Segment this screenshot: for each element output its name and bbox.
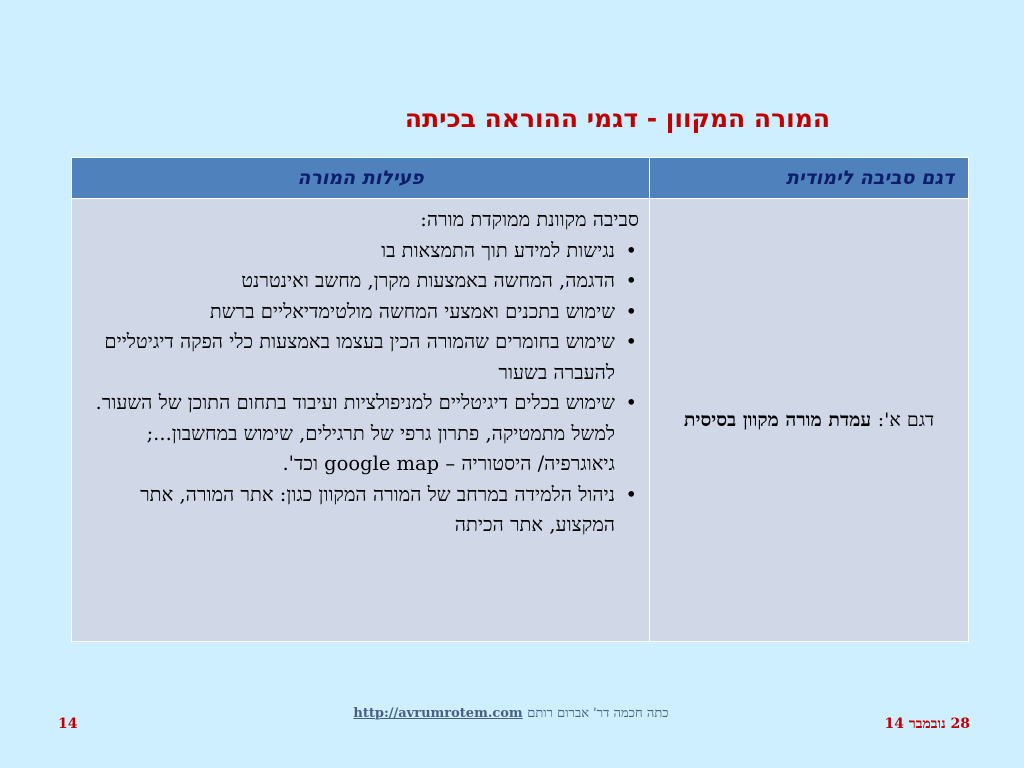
slide-title: המורה המקוון - דגמי ההוראה בכיתה bbox=[404, 104, 830, 133]
list-item bbox=[90, 266, 639, 297]
bullet-icon: • bbox=[625, 238, 637, 262]
activity-cell bbox=[72, 199, 650, 642]
bullet-icon: • bbox=[625, 269, 637, 292]
models-table bbox=[71, 157, 969, 642]
list-item-text: שימוש בחומרים שהמורה הכין בעצמו באמצעות כלי הפקה דיגיטליים להעברה בשעור bbox=[104, 330, 615, 384]
bullet-icon: • bbox=[625, 330, 637, 353]
table-row bbox=[72, 199, 969, 642]
header-activity: פעילות המורה bbox=[72, 158, 650, 199]
list-item bbox=[90, 327, 639, 388]
page-number: 14 bbox=[58, 716, 78, 732]
model-cell bbox=[650, 199, 969, 642]
list-item bbox=[90, 236, 639, 267]
bullet-icon: • bbox=[625, 482, 637, 506]
list-item bbox=[90, 480, 639, 541]
model-prefix: דגם א': bbox=[877, 409, 935, 431]
table-header-row bbox=[72, 158, 969, 199]
list-item-text: נגישות למידע תוך התמצאות בו bbox=[381, 238, 615, 262]
footer-author: כתה חכמה דר' אברום רותם bbox=[527, 706, 669, 721]
list-item bbox=[90, 297, 639, 328]
bullet-icon: • bbox=[625, 299, 637, 323]
list-item-text: שימוש בתכנים ואמצעי המחשה מולטימדיאליים ברשת bbox=[209, 299, 615, 323]
footer-date: 28 נובמבר 14 bbox=[884, 716, 970, 732]
footer-url-link[interactable]: http://avrumrotem.com bbox=[353, 706, 523, 721]
activity-list bbox=[90, 236, 639, 541]
model-name: עמדת מורה מקוון בסיסית bbox=[683, 409, 878, 431]
list-item bbox=[90, 388, 639, 480]
list-item-text: הדגמה, המחשה באמצעות מקרן, מחשב ואינטרנט bbox=[241, 269, 615, 292]
bullet-icon: • bbox=[625, 391, 637, 414]
header-model: דגם סביבה לימודית bbox=[650, 158, 969, 199]
activity-intro: סביבה מקוונת ממוקדת מורה: bbox=[420, 208, 639, 231]
list-item-text: שימוש בכלים דיגיטליים למניפולציות ועיבוד בתחום התוכן של השעור. למשל מתמטיקה, פתרון גרפי של תרגילים, שימוש במחשבון...; גיאוגרפיה/ היסטוריה – google map וכד'. bbox=[95, 391, 615, 475]
list-item-text: ניהול הלמידה במרחב של המורה המקוון כגון: אתר המורה, אתר המקצוע, אתר הכיתה bbox=[140, 482, 615, 536]
